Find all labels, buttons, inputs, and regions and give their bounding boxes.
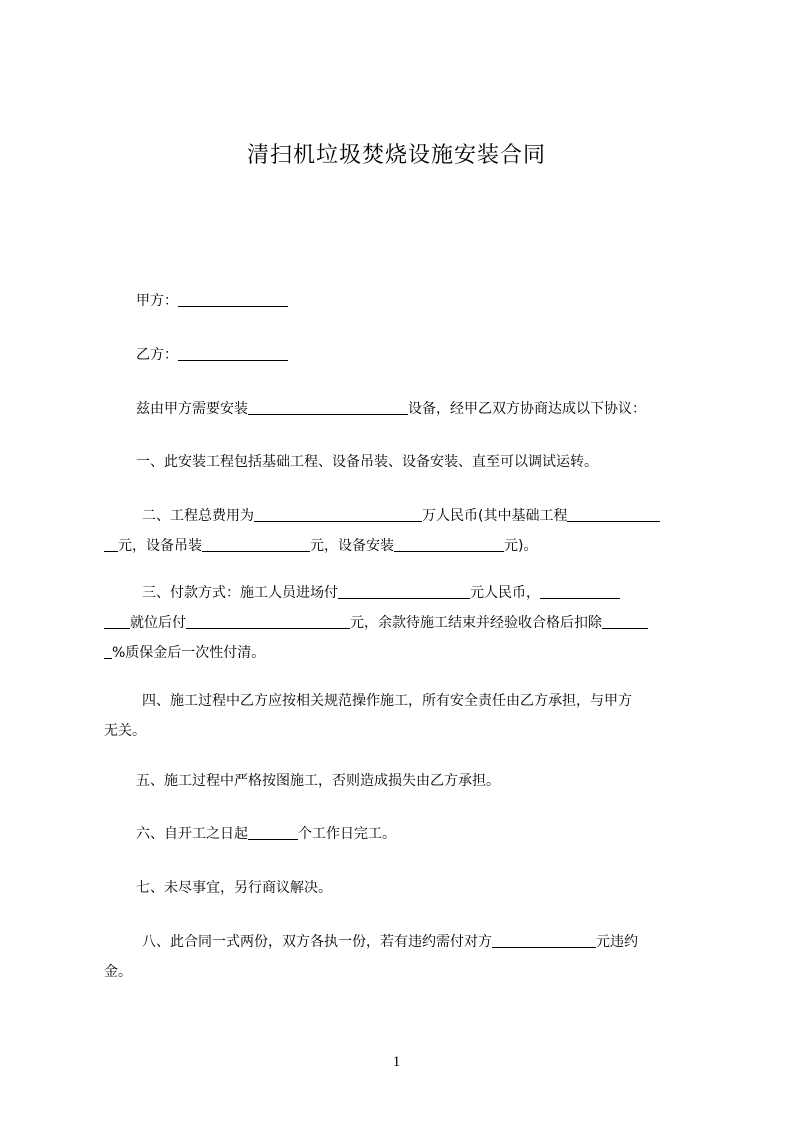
clause-4-line-1: 四、施工过程中乙方应按相关规范操作施工，所有安全责任由乙方承担，与甲方: [142, 693, 632, 709]
clause-8-text-a: 八、此合同一式两份，双方各执一份，若有违约需付对方: [142, 934, 492, 950]
equipment-blank: [248, 400, 408, 415]
warranty-percent-blank-cont: [104, 644, 112, 659]
page-number: 1: [392, 1054, 401, 1070]
clause-8-text-b: 元违约: [596, 934, 638, 950]
clause-3-text-a: 三、付款方式：施工人员进场付: [142, 585, 338, 601]
clause-7: 七、未尽事宜，另行商议解决。: [136, 880, 332, 896]
foundation-cost-blank-cont: [104, 537, 118, 552]
clause-3-text-b: 元人民币，: [470, 585, 540, 601]
party-a-label: 甲方：: [136, 293, 178, 309]
party-b-label: 乙方：: [136, 347, 178, 363]
clause-3: [104, 578, 701, 668]
hoisting-cost-blank: [202, 537, 310, 552]
party-a-line: [136, 286, 733, 316]
clause-3-text-d: 元，余款待施工结束并经验收合格后扣除: [350, 615, 602, 631]
clause-2-text-d: 元，设备安装: [310, 538, 394, 554]
document-title: 清扫机垃圾焚烧设施安装合同: [246, 143, 546, 168]
positioning-blank: [540, 584, 620, 599]
after-position-payment-blank: [186, 614, 350, 629]
intro-paragraph: [136, 394, 733, 424]
clause-2-text-e: 元)。: [504, 538, 538, 554]
working-days-blank: [248, 825, 298, 840]
clause-3-text-e: %质保金后一次性付清。: [112, 645, 266, 661]
installation-cost-blank: [394, 537, 504, 552]
foundation-cost-blank: [567, 507, 660, 522]
clause-2-text-b: 万人民币(其中基础工程: [422, 508, 568, 524]
total-cost-blank: [254, 507, 422, 522]
clause-8: [104, 927, 701, 987]
clause-1: 一、此安装工程包括基础工程、设备吊装、设备安装、直至可以调试运转。: [136, 454, 598, 470]
entry-payment-blank: [338, 584, 470, 599]
clause-6-text-a: 六、自开工之日起: [136, 826, 248, 842]
penalty-blank: [492, 933, 596, 948]
positioning-blank-cont: [104, 614, 130, 629]
warranty-percent-blank: [602, 614, 648, 629]
party-b-blank: [178, 346, 288, 361]
clause-6: [136, 819, 733, 849]
clause-3-text-c: 就位后付: [130, 615, 186, 631]
clause-4-line-2: 无关。: [104, 723, 146, 739]
clause-4: [104, 686, 701, 746]
party-a-blank: [178, 292, 288, 307]
party-b-line: [136, 340, 733, 370]
intro-text-2: 设备，经甲乙双方协商达成以下协议：: [408, 401, 646, 417]
clause-8-line-2: 金。: [104, 964, 132, 980]
clause-2: [104, 501, 701, 561]
clause-6-text-b: 个工作日完工。: [298, 826, 396, 842]
clause-2-text-c: 元，设备吊装: [118, 538, 202, 554]
clause-2-text-a: 二、工程总费用为: [142, 508, 254, 524]
intro-text-1: 兹由甲方需要安装: [136, 401, 248, 417]
clause-5: 五、施工过程中严格按图施工，否则造成损失由乙方承担。: [136, 773, 500, 789]
